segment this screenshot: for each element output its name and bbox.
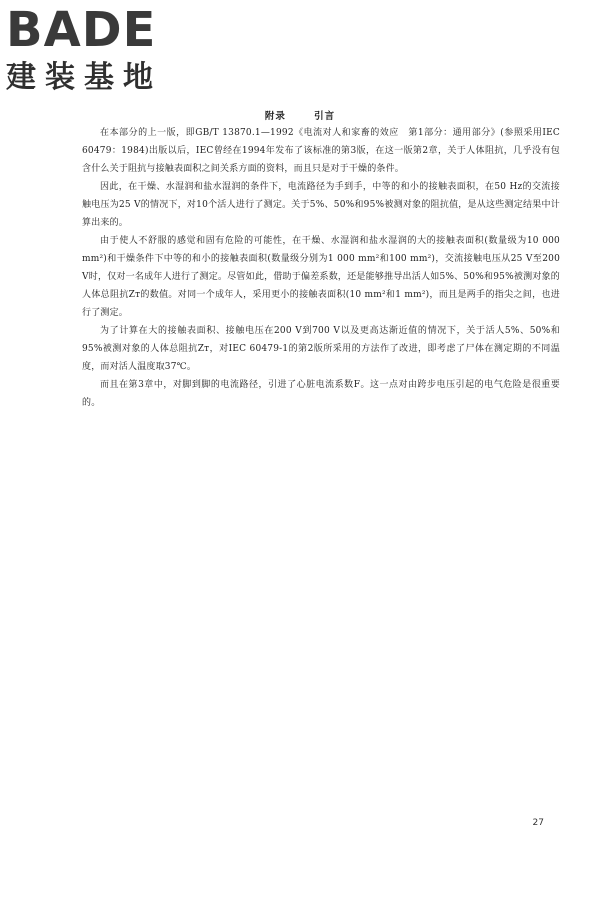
appendix-body [82,124,560,412]
paragraph-4: 为了计算在大的接触表面积、接触电压在200 V到700 V以及更高达渐近值的情况下，关于活人5%、50%和95%被测对象的人体总阻抗Zᴛ，对IEC 60479-1的第2版所采用的方法作了改进，即考虑了尸体在测定期的不同温度，而对活人温度取37℃。 [82,326,560,372]
paragraph-1: 在本部分的上一版，即GB/T 13870.1—1992《电流对人和家畜的效应 第1部分：通用部分》(参照采用IEC 60479：1984)出版以后，IEC曾经在1994年发布了该标准的第3版，在这一版第2章，关于人体阻抗，几乎没有包含什么关于阻抗与接触表面积之间关系方面的资料，而且只是对于干燥的条件。 [82,128,560,174]
watermark-brand: BADE [6,2,157,58]
appendix-label: 附录 [264,111,286,122]
appendix-heading [0,108,600,122]
appendix-title: 引言 [314,111,336,122]
watermark-logo [6,2,181,98]
paragraph-2: 因此，在干燥、水湿润和盐水湿润的条件下，电流路径为手到手，中等的和小的接触表面积，在50 Hz的交流接触电压为25 V的情况下，对10个活人进行了测定。关于5%、50%和95%被测对象的阻抗值，是从这些测定结果中计算出来的。 [82,182,560,228]
paragraph-5: 而且在第3章中，对脚到脚的电流路径，引进了心脏电流系数F。这一点对由跨步电压引起的电气危险是很重要的。 [82,380,560,408]
page-number: 27 [532,818,544,828]
watermark-subtitle: 建装基地 [6,60,162,95]
paragraph-3: 由于使人不舒服的感觉和固有危险的可能性，在干燥、水湿润和盐水湿润的大的接触表面积(数量级为10 000 mm²)和干燥条件下中等的和小的接触表面积(数量级分别为1 000 mm²和100 mm²)，交流接触电压从25 V至200 V时，仅对一名成年人进行了测定。尽管如此，借助于偏差系数，还是能够推导出活人如5%、50%和95%被测对象的人体总阻抗Zᴛ的数值。对同一个成年人，采用更小的接触表面积(10 mm²和1 mm²)，而且是两手的指尖之间，也进行了测定。 [82,236,560,318]
